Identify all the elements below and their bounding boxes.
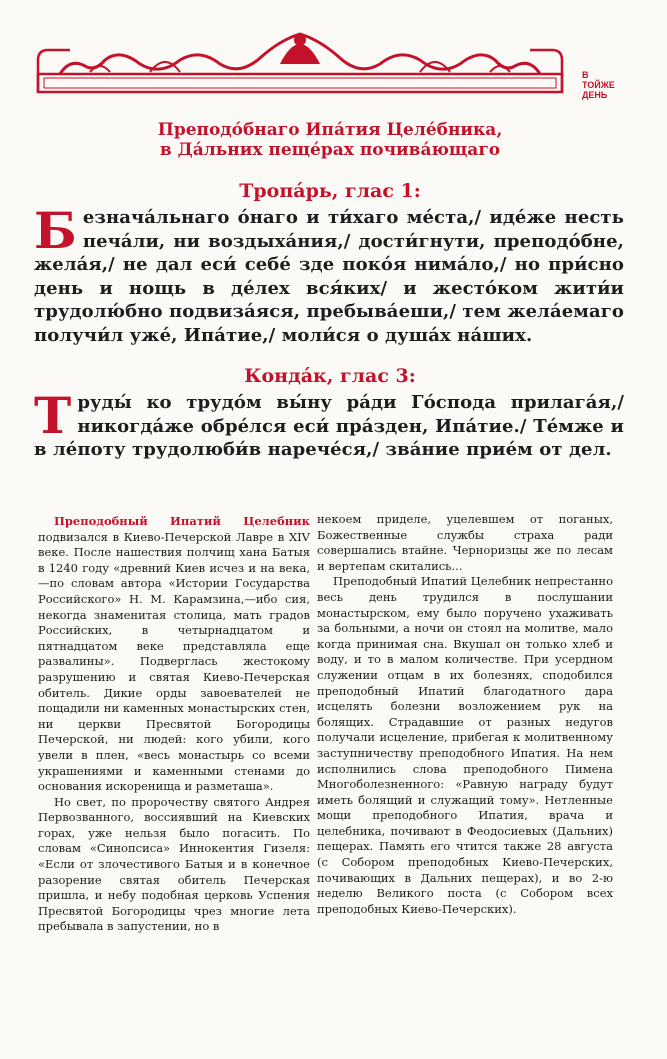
heading-line-1: Преподо́бнаго Ипа́тия Целе́бника, [157, 120, 503, 140]
saint-heading [60, 120, 600, 160]
date-side-note [582, 70, 630, 100]
side-note-line: ДЕНЬ [582, 90, 608, 100]
life-paragraph: Преподобный Ипатий Целебник непрестанно весь день трудился в послушании монастырском, ему было поручено ухаживать за больными, а ночи он стоял на молитве, мало когда принимая сна. Вкушал он только хлеб и воду, и то в малом количестве. При усердном служении отцам в их болезнях, сподобился преподобный Ипатий благодатного дара исцелять болезни возложением рук на болящих. Страдавшие от разных недугов получали исцеление, прибегая к молитвенному заступничеству преподобного Ипатия. На нем исполнились слова преподобного Пимена Многоболезненного: «Равную награду будут иметь болящий и служащий тому». Нетленные мощи преподобного Ипатия, врача и целебника, почивают в Феодосиевых (Дальних) пещерах. Память его чтится также 28 августа (с Собором преподобных Киево-Печерских, почивающих в Дальних пещерах), и во 2-ю неделю Великого поста (с Собором всех преподобных Киево-Печерских). [317, 574, 614, 916]
tropar-text [34, 201, 625, 347]
life-column-left [38, 514, 310, 935]
tropar-body: езнача́льнаго о́наго и ти́хаго ме́ста,/ иде́же несть печа́ли, ни воздыха́ния,/ дости́гнути, преподо́бне, жела́я,/ не дал еси́ себе́ зде поко́я нима́ло,/ но при́сно день и нощь в де́лех вся́ких/ и жесто́ком жити́и трудолю́бно подвиза́яся, пребыва́еши,/ тем жела́емаго получи́л уже́, Ипа́тие,/ моли́ся о душа́х на́ших. [34, 207, 625, 346]
life-column-right [317, 512, 613, 917]
tropar-drop-cap: Б [34, 201, 77, 260]
heading-line-2: в Да́льних пеще́рах почива́ющаго [159, 140, 501, 160]
kondak-drop-cap: Т [34, 386, 72, 445]
life-paragraph [38, 514, 310, 795]
life-paragraph: Но свет, по пророчеству святого Андрея Первозванного, воссиявший на Киевских горах, уже нельзя было погасить. По словам «Синопсиса» Иннокентия Гизеля: «Если от злочестивого Батыя и в конечное разорение святая обитель Печерская пришла, и небу подобная церковь Успения Пресвятой Богородицы чрез многие лета пребывала в запустении, но в [38, 794, 310, 934]
kondak-title: Конда́к, глас 3: [244, 365, 416, 387]
kondak-text [34, 386, 624, 462]
life-paragraph: некоем приделе, уцелевшем от поганых, Божественные службы страха ради совершались втайне. Черноризцы же по лесам и вертепам скитались... [317, 512, 613, 573]
side-note-line: В [582, 70, 589, 80]
ornamental-header-band [30, 30, 570, 102]
life-text: подвизался в Киево-Печерской Лавре в XIV веке. После нашествия полчищ хана Батыя в 1240 году «древний Киев исчез и на века,—по словам автора «Истории Государства Российского» Н. М. Карамзина,—ибо сия, некогда знаменитая столица, мать градов Российских, в четырнадцатом и пятнадцатом веке представляла еще развалины». Подверглась жестокому разрушению и святая Киево-Печерская обитель. Дикие орды завоевателей не пощадили ни каменных монастырских стен, ни церкви Пресвятой Богородицы Печерской, ни людей: кого убили, кого увели в плен, «весь монастырь со всеми украшениями и каменными стенами до основания искоренища и разметаша». [38, 529, 310, 794]
life-lead: Преподобный Ипатий Целебник [54, 514, 310, 528]
tropar-title: Тропа́рь, глас 1: [239, 180, 421, 202]
kondak-body: руды́ ко трудо́м вы́ну ра́ди Го́спода прилага́я,/ никогда́же обре́лся еси́ пра́зден, Ипа́тие./ Те́мже и в ле́поту трудолюби́в нарече́ся,/ зва́ние прие́м от дел. [34, 392, 624, 460]
side-note-line: ТОЙЖЕ [582, 80, 615, 90]
